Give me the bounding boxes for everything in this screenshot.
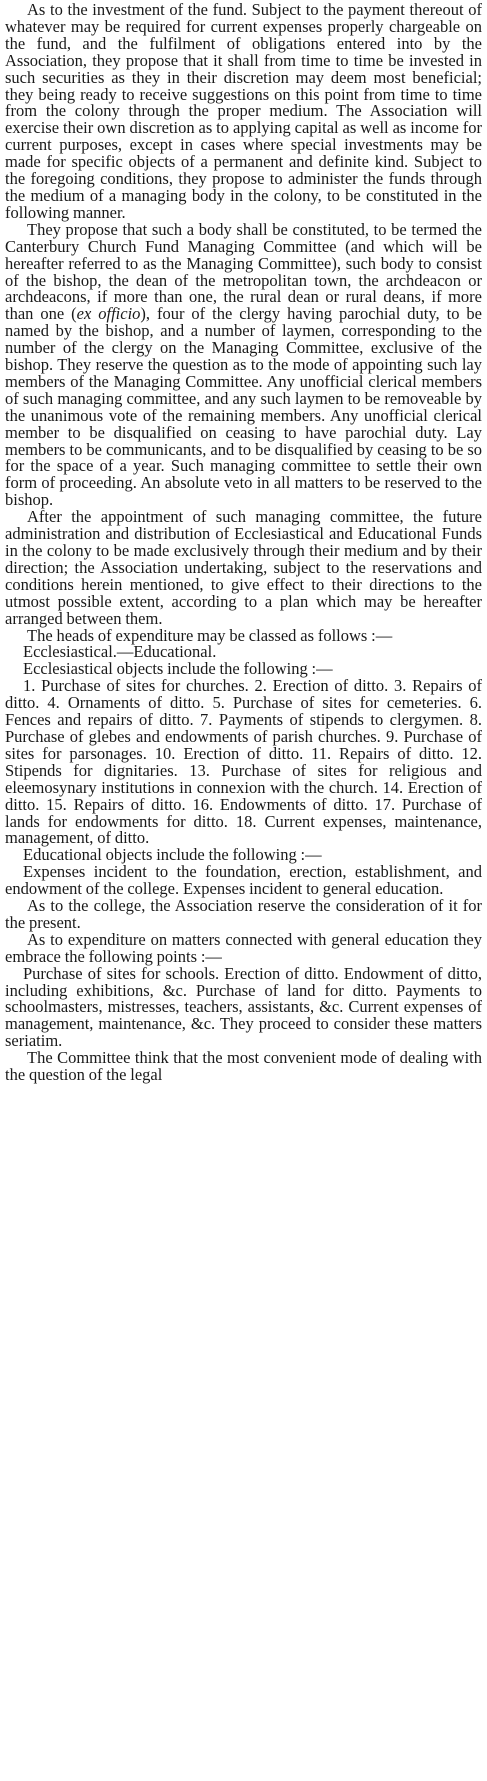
subheading-ecclesiastical-objects: Ecclesiastical objects include the following :—	[23, 659, 333, 679]
paragraph-heads-of-expenditure: The heads of expenditure may be classed as follows :—	[27, 625, 393, 645]
paragraph-investment: As to the investment of the fund. Subject to the payment thereout of whatever may be required for current expenses properly chargeable on the fund, and the fulfilment of obligations entered into by the Association, they propose that it shall from time to time be invested in such securities as they in their discretion may deem most beneficial; they being ready to receive suggestions on this point from time to time from the colony through the proper medium. The Association will exercise their own discretion as to applying capital as well as income for current purposes, except in cases where special investments may be made for specific objects of a permanent and definite kind. Subject to the foregoing conditions, they propose to administer the funds through the medium of a managing body in the colony, to be constituted in the following manner.	[5, 0, 482, 222]
paragraph-committee-legal: The Committee think that the most convenient mode of dealing with the question of the legal	[5, 1048, 482, 1085]
paragraph-college: As to the college, the Association reserve the consideration of it for the present.	[5, 896, 482, 932]
subheading-educational-objects: Educational objects include the following :—	[23, 845, 322, 865]
paragraph-educational-expenses: Expenses incident to the foundation, erection, establishment, and endowment of the college. Expenses incident to general education.	[5, 862, 482, 899]
paragraph-general-education: As to expenditure on matters connected with general education they embrace the following points :—	[5, 929, 482, 966]
paragraph-education-list: Purchase of sites for schools. Erection of ditto. Endowment of ditto, including exhibitions, &c. Purchase of land for ditto. Payments to schoolmasters, mistresses, teachers, assistants, &c. Current expenses of management, maintenance, &c. They proceed to consider these matters seriatim.	[5, 963, 482, 1051]
ex-officio-italic: ex officio	[76, 304, 141, 324]
paragraph-administration: After the appointment of such managing committee, the future administration and distribution of Ecclesiastical and Educational Funds in the colony to be made exclusively through their medium and by their direction; the Association undertaking, subject to the reservations and conditions herein mentioned, to give effect to their directions to the utmost possible extent, according to a plan which may be hereafter arranged between them.	[5, 507, 482, 628]
paragraph-managing-committee-part2: ), four of the clergy having parochial duty, to be named by the bishop, and a number of laymen, corresponding to the number of the clergy on the Managing Committee, exclusive of the bishop. They reserve the question as to the mode of appointing such lay members of the Managing Committee. Any unofficial clerical members of such managing committee, and any such laymen to be removeable by the unanimous vote of the remaining members. Any unofficial clerical member to be disqualified on ceasing to have parochial duty. Lay members to be communicants, and to be disqualified by ceasing to be so for the space of a year. Such managing committee to settle their own form of proceeding. An absolute veto in all matters to be reserved to the bishop.	[5, 304, 482, 510]
subheading-ecclesiastical-educational: Ecclesiastical.—Educational.	[23, 642, 217, 662]
paragraph-managing-committee-part1: They propose that such a body shall be constituted, to be termed the Canterbury Church Fund Managing Committee (and which will be hereafter referred to as the Managing Committee), such body to consist of the bishop, the dean of the metropolitan town, the archdeacon or archdeacons, if more than one, the rural dean or rural deans, if more than one (	[5, 219, 482, 324]
paragraph-managing-committee	[5, 219, 482, 510]
paragraph-ecclesiastical-list: 1. Purchase of sites for churches. 2. Erection of ditto. 3. Repairs of ditto. 4. Ornaments of ditto. 5. Purchase of sites for cemeteries. 6. Fences and repairs of ditto. 7. Payments of stipends to clergymen. 8. Purchase of glebes and endowments of parish churches. 9. Purchase of sites for parsonages. 10. Erection of ditto. 11. Repairs of ditto. 12. Stipends for dignitaries. 13. Purchase of sites for religious and eleemosynary institutions in connexion with the church. 14. Erection of ditto. 15. Repairs of ditto. 16. Endowments of ditto. 17. Purchase of lands for endowments for ditto. 18. Current expenses, maintenance, management, of ditto.	[5, 676, 482, 848]
